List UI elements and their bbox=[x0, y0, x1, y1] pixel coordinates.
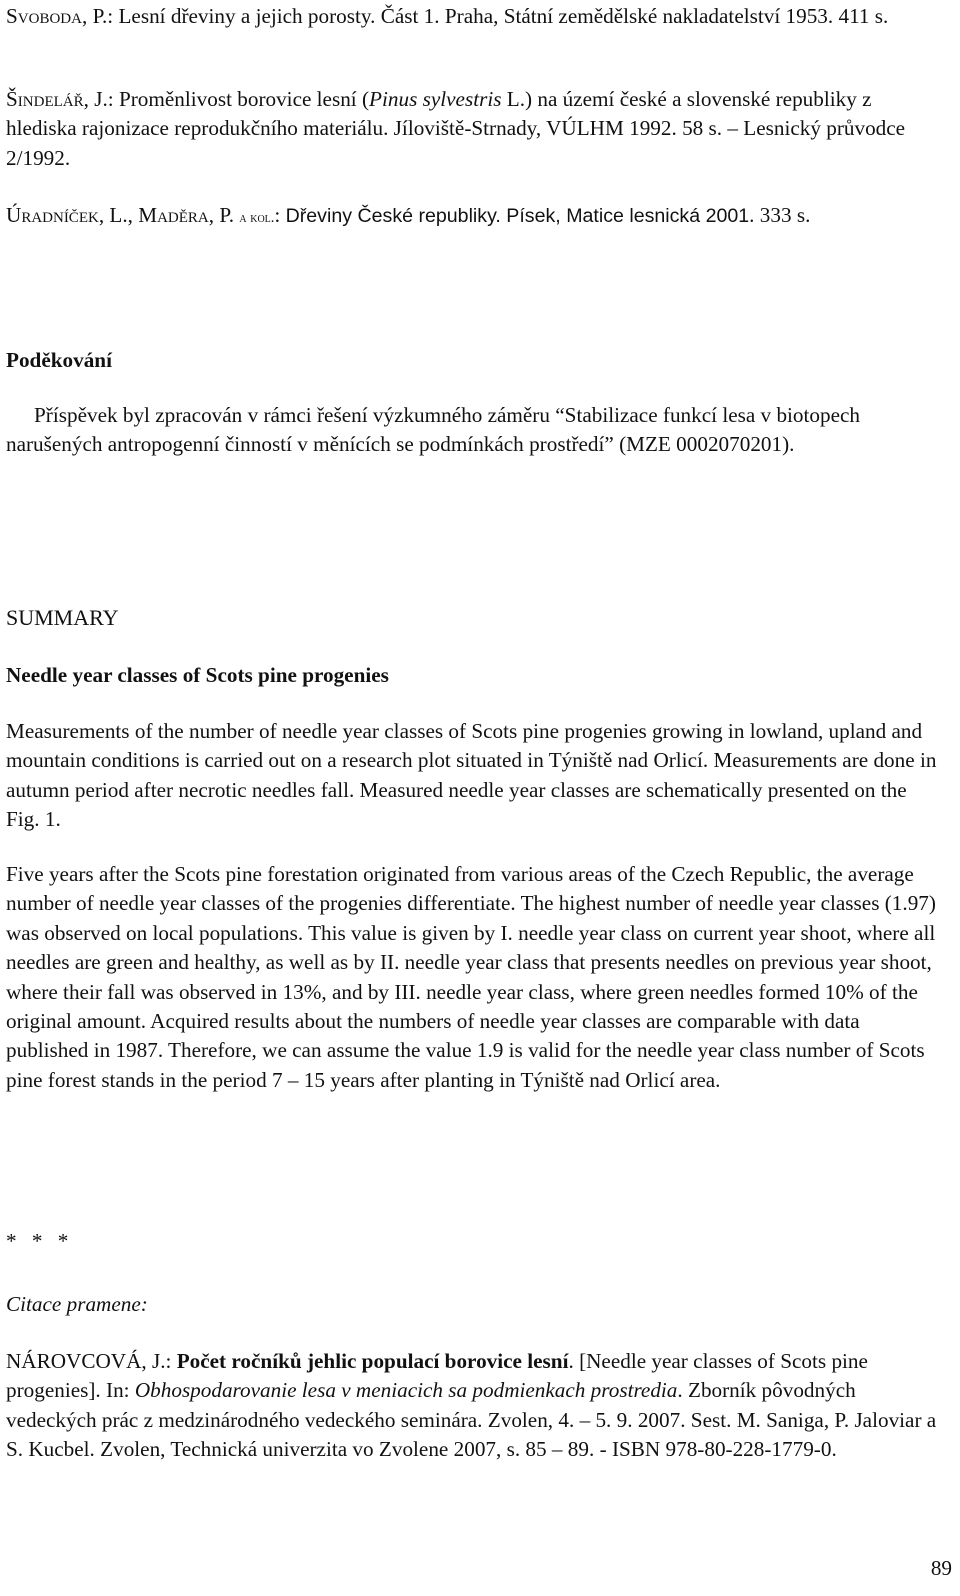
ref-author: Úradníček, L., Maděra, P. a kol.: bbox=[6, 203, 286, 227]
citation-source: Obhospodarovanie lesa v meniacich sa podmienkach prostredia bbox=[134, 1378, 678, 1403]
ref-author: Šindelář, J.: bbox=[6, 87, 119, 111]
ref-text: Lesní dřeviny a jejich porosty. Část 1. Praha, Státní zemědělské nakladatelství 1953. 411 s. bbox=[118, 4, 889, 28]
summary-title: Needle year classes of Scots pine progenies bbox=[6, 663, 389, 687]
reference-sindelar: Šindelář, J.: Proměnlivost borovice lesní (Pinus sylvestris L.) na území české a slovenské republiky z hlediska rajonizace reprodukčního materiálu. Jíloviště-Strnady, VÚLHM 1992. 58 s. – Lesnický průvodce 2/1992. bbox=[6, 87, 906, 170]
ref-title: Dřeviny České republiky. Písek, Matice lesnická 2001 bbox=[285, 205, 750, 227]
ref-author: Svoboda, P.: bbox=[6, 4, 119, 28]
summary-paragraph-1: Measurements of the number of needle year classes of Scots pine progenies growing in lowland, upland and mountain conditions is carried out on a research plot situated in Týniště nad Orlicí. Measurements are done in autumn period after necrotic needles fall. Measured needle year classes are schematically presented on the Fig. 1. bbox=[6, 719, 937, 832]
reference-svoboda bbox=[6, 2, 940, 31]
page-number: 89 bbox=[930, 1556, 952, 1580]
reference-uradnicek: Úradníček, L., Maděra, P. a kol.: Dřeviny České republiky. Písek, Matice lesnická 2001. 333 s. bbox=[6, 203, 811, 227]
summary-heading: SUMMARY bbox=[6, 605, 119, 630]
citation-author: NÁROVCOVÁ, J.: bbox=[6, 1349, 177, 1373]
citation-label: Citace pramene: bbox=[6, 1292, 148, 1316]
acknowledgement-text: Příspěvek byl zpracován v rámci řešení výzkumného záměru “Stabilizace funkcí lesa v biotopech narušených antropogenní činností v měnících se podmínkách prostředí” (MZE 0002070201). bbox=[6, 403, 861, 457]
species-name: Pinus sylvestris bbox=[369, 87, 502, 111]
citation-text: NÁROVCOVÁ, J.: Počet ročníků jehlic populací borovice lesní. [Needle year classes of Scots pine progenies]. In: Obhospodarovanie lesa v meniacich sa podmienkach prostredia. Zborník pôvodných vedeckých prác z medzinárodného vedeckého seminára. Zvolen, 4. – 5. 9. 2007. Sest. M. Saniga, P. Jaloviar a S. Kucbel. Zvolen, Technická univerzita vo Zvolene 2007, s. 85 – 89. - ISBN 978-80-228-1779-0. bbox=[6, 1349, 937, 1462]
acknowledgement-heading: Poděkování bbox=[6, 348, 112, 372]
citation-title: Počet ročníků jehlic populací borovice lesní bbox=[176, 1349, 569, 1373]
summary-paragraph-2: Five years after the Scots pine forestation originated from various areas of the Czech Republic, the average number of needle year classes of the progenies differentiate. The highest number of needle year classes (1.97) was observed on local populations. This value is given by I. needle year class on current year shoot, where all needles are green and healthy, as well as by II. needle year class that presents needles on previous year shoot, where their fall was observed in 13%, and by III. needle year class, where green needles formed 10% of the original amount. Acquired results about the numbers of needle year classes are comparable with data published in 1987. Therefore, we can assume the value 1.9 is valid for the needle year class number of Scots pine forest stands in the period 7 – 15 years after planting in Týniště nad Orlicí area. bbox=[6, 862, 936, 1092]
section-separator: * * * bbox=[6, 1229, 69, 1253]
